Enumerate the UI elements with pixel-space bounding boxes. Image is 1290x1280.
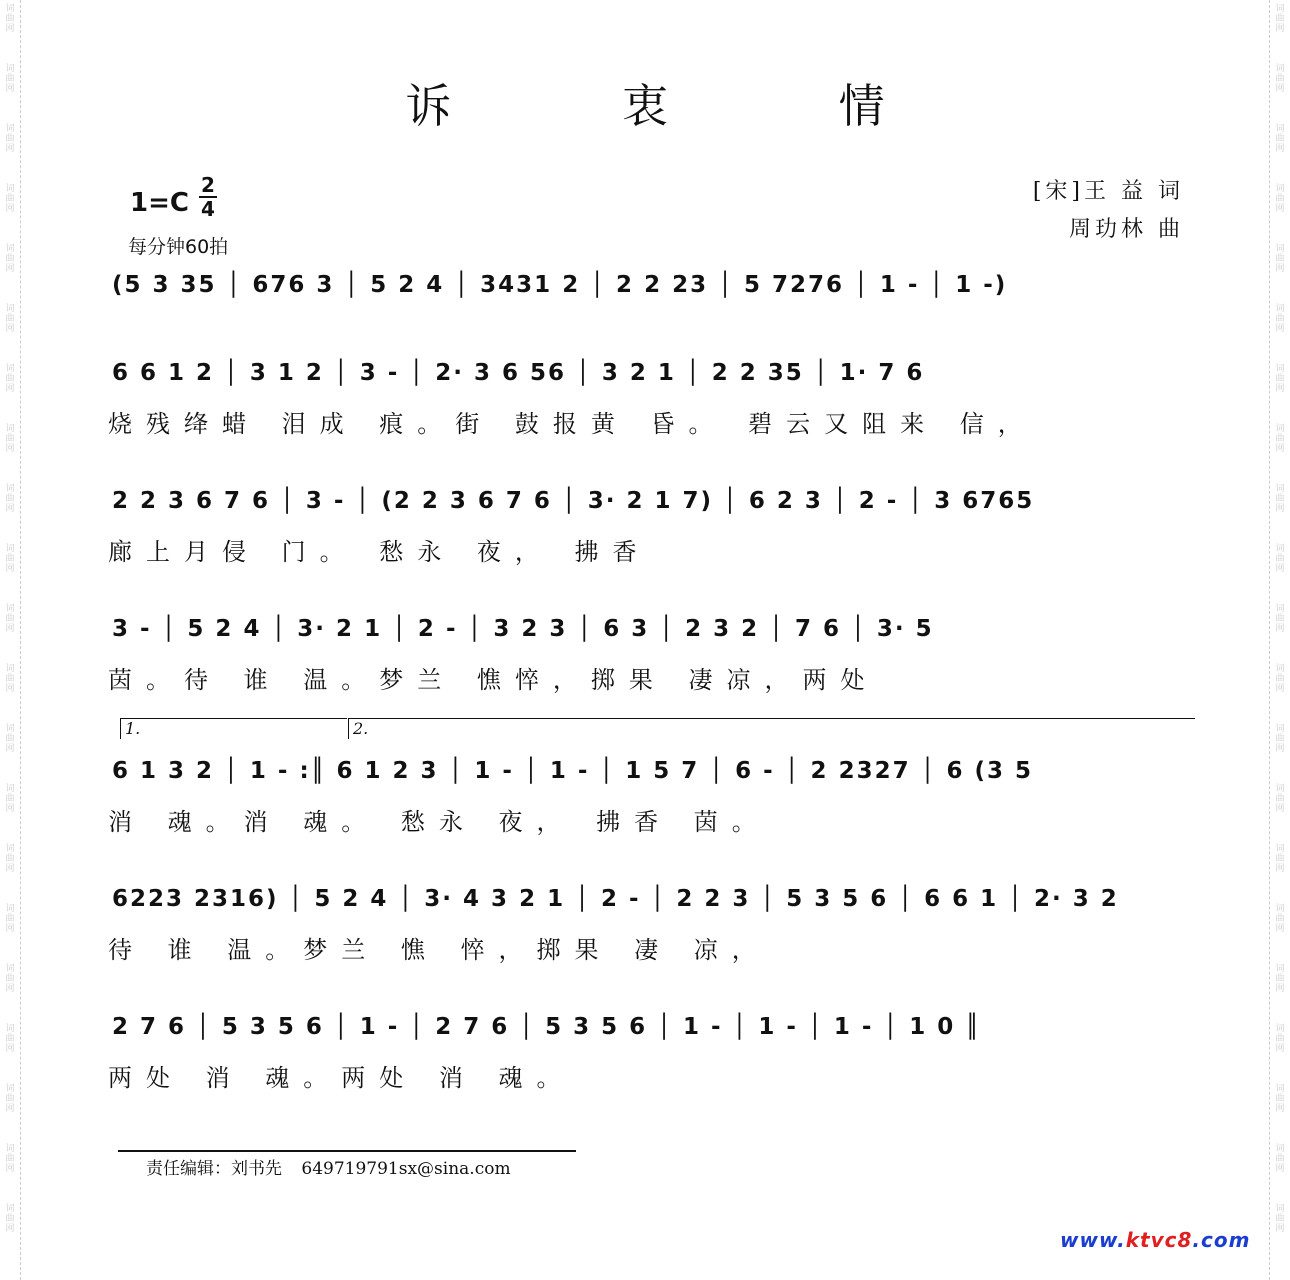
watermark-mark: 词 曲 网 (5, 364, 15, 394)
editor-email: 649719791sx@sina.com (301, 1159, 511, 1179)
notation-text: 6 6 1 2 │ 3 1 2 │ 3 - │ 2· 3 6 56 │ 3 2 1 │ 2 2 35 │ 1· 7 6 (112, 360, 925, 386)
notation-line (112, 346, 1192, 392)
watermark-mark: 词 曲 网 (5, 844, 15, 874)
first-ending-bracket: 1. (120, 718, 347, 739)
lyrics-line: 茵。待 谁 温。梦兰 憔悴，掷果 凄凉，两处 (108, 666, 879, 694)
key-signature: 1=C (130, 188, 189, 218)
watermark-mark: 词 曲 网 (1275, 484, 1285, 514)
watermark-mark: 词 曲 网 (5, 4, 15, 34)
watermark-mark: 词 曲 网 (5, 784, 15, 814)
watermark-mark: 词 曲 网 (5, 64, 15, 94)
lyricist-credit: [宋]王 益 词 (1032, 179, 1184, 204)
watermark-mark: 词 曲 网 (1275, 1204, 1285, 1234)
watermark-mark: 词 曲 网 (5, 484, 15, 514)
time-numerator: 2 (201, 173, 215, 197)
watermark-mark: 词 曲 网 (5, 724, 15, 754)
watermark-mark: 词 曲 网 (1275, 304, 1285, 334)
time-denominator: 4 (201, 197, 215, 221)
watermark-mark: 词 曲 网 (1275, 1024, 1285, 1054)
watermark-mark: 词 曲 网 (1275, 544, 1285, 574)
watermark-mark: 词 曲 网 (5, 604, 15, 634)
notation-text: 6 1 3 2 │ 1 - :║ 6 1 2 3 │ 1 - │ 1 - │ 1 5 7 │ 6 - │ 2 2327 │ 6 (3 5 (112, 758, 1033, 784)
watermark-mark: 词 曲 网 (1275, 844, 1285, 874)
watermark-mark: 词 曲 网 (1275, 784, 1285, 814)
watermark-mark: 词 曲 网 (5, 904, 15, 934)
watermark-mark: 词 曲 网 (5, 1204, 15, 1234)
watermark-mark: 词 曲 网 (1275, 964, 1285, 994)
notation-line (112, 474, 1192, 520)
lyrics-line: 廊上月侵 门。 愁永 夜， 拂香 (108, 538, 651, 566)
watermark-mark: 词 曲 网 (5, 1144, 15, 1174)
watermark-mark: 词 曲 网 (5, 184, 15, 214)
watermark-mark: 词 曲 网 (1275, 604, 1285, 634)
footer-rule (118, 1150, 576, 1152)
watermark-mark: 词 曲 网 (5, 424, 15, 454)
watermark-mark: 词 曲 网 (5, 1084, 15, 1114)
notation-line (112, 1000, 1192, 1046)
notation-text: 2 2 3 6 7 6 │ 3 - │ (2 2 3 6 7 6 │ 3· 2 1 7) │ 6 2 3 │ 2 - │ 3 6765 (112, 488, 1035, 514)
watermark-mark: 词 曲 网 (5, 304, 15, 334)
watermark-mark: 词 曲 网 (5, 964, 15, 994)
tempo-marking: 每分钟60拍 (128, 236, 229, 258)
watermark-mark: 词 曲 网 (1275, 424, 1285, 454)
watermark-mark: 词 曲 网 (5, 1024, 15, 1054)
watermark-mark: 词 曲 网 (1275, 904, 1285, 934)
watermark-mark: 词 曲 网 (5, 244, 15, 274)
watermark-mark: 词 曲 网 (1275, 664, 1285, 694)
watermark-mark: 词 曲 网 (1275, 4, 1285, 34)
watermark-mark: 词 曲 网 (1275, 1144, 1285, 1174)
notation-line (112, 602, 1192, 648)
notation-text: 3 - │ 5 2 4 │ 3· 2 1 │ 2 - │ 3 2 3 │ 6 3 │ 2 3 2 │ 7 6 │ 3· 5 (112, 616, 934, 642)
second-ending-bracket: 2. (348, 718, 1195, 739)
logo-part-3: .com (1192, 1228, 1251, 1252)
watermark-mark: 词 曲 网 (5, 544, 15, 574)
watermark-mark: 词 曲 网 (1275, 184, 1285, 214)
lyrics-line: 两处 消 魂。两处 消 魂。 (108, 1064, 575, 1092)
time-signature (197, 174, 219, 220)
editor-credit: 责任编辑：刘书先 (146, 1159, 282, 1179)
watermark-mark: 词 曲 网 (5, 124, 15, 154)
site-logo (1060, 1228, 1250, 1252)
footer-credit (146, 1154, 525, 1179)
notation-line (112, 744, 1192, 790)
notation-text: 6223 2316) │ 5 2 4 │ 3· 4 3 2 1 │ 2 - │ 2 2 3 │ 5 3 5 6 │ 6 6 1 │ 2· 3 2 (112, 886, 1119, 912)
notation-line (112, 872, 1192, 918)
watermark-mark: 词 曲 网 (1275, 364, 1285, 394)
watermark-mark: 词 曲 网 (1275, 724, 1285, 754)
watermark-mark: 词 曲 网 (1275, 64, 1285, 94)
notation-text: (5 3 35 │ 676 3 │ 5 2 4 │ 3431 2 │ 2 2 23 │ 5 7276 │ 1 - │ 1 -) (112, 272, 1008, 298)
logo-part-2: ktvc8 (1125, 1228, 1193, 1252)
lyrics-line: 待 谁 温。梦兰 憔 悴，掷果 凄 凉， (108, 936, 770, 964)
watermark-mark: 词 曲 网 (5, 664, 15, 694)
lyrics-line: 烧残绛蜡 泪成 痕。街 鼓报黄 昏。 碧云又阻来 信， (108, 410, 1036, 438)
page-title: 诉 衷 情 (405, 79, 963, 133)
notation-line (112, 258, 1192, 304)
composer-credit: 周玏林 曲 (1069, 217, 1184, 242)
lyrics-line: 消 魂。消 魂。 愁永 夜， 拂香 茵。 (108, 808, 770, 836)
watermark-mark: 词 曲 网 (1275, 244, 1285, 274)
watermark-mark: 词 曲 网 (1275, 124, 1285, 154)
notation-text: 2 7 6 │ 5 3 5 6 │ 1 - │ 2 7 6 │ 5 3 5 6 │ 1 - │ 1 - │ 1 - │ 1 0 ║ (112, 1014, 982, 1040)
watermark-mark: 词 曲 网 (1275, 1084, 1285, 1114)
logo-part-1: www. (1060, 1228, 1126, 1252)
